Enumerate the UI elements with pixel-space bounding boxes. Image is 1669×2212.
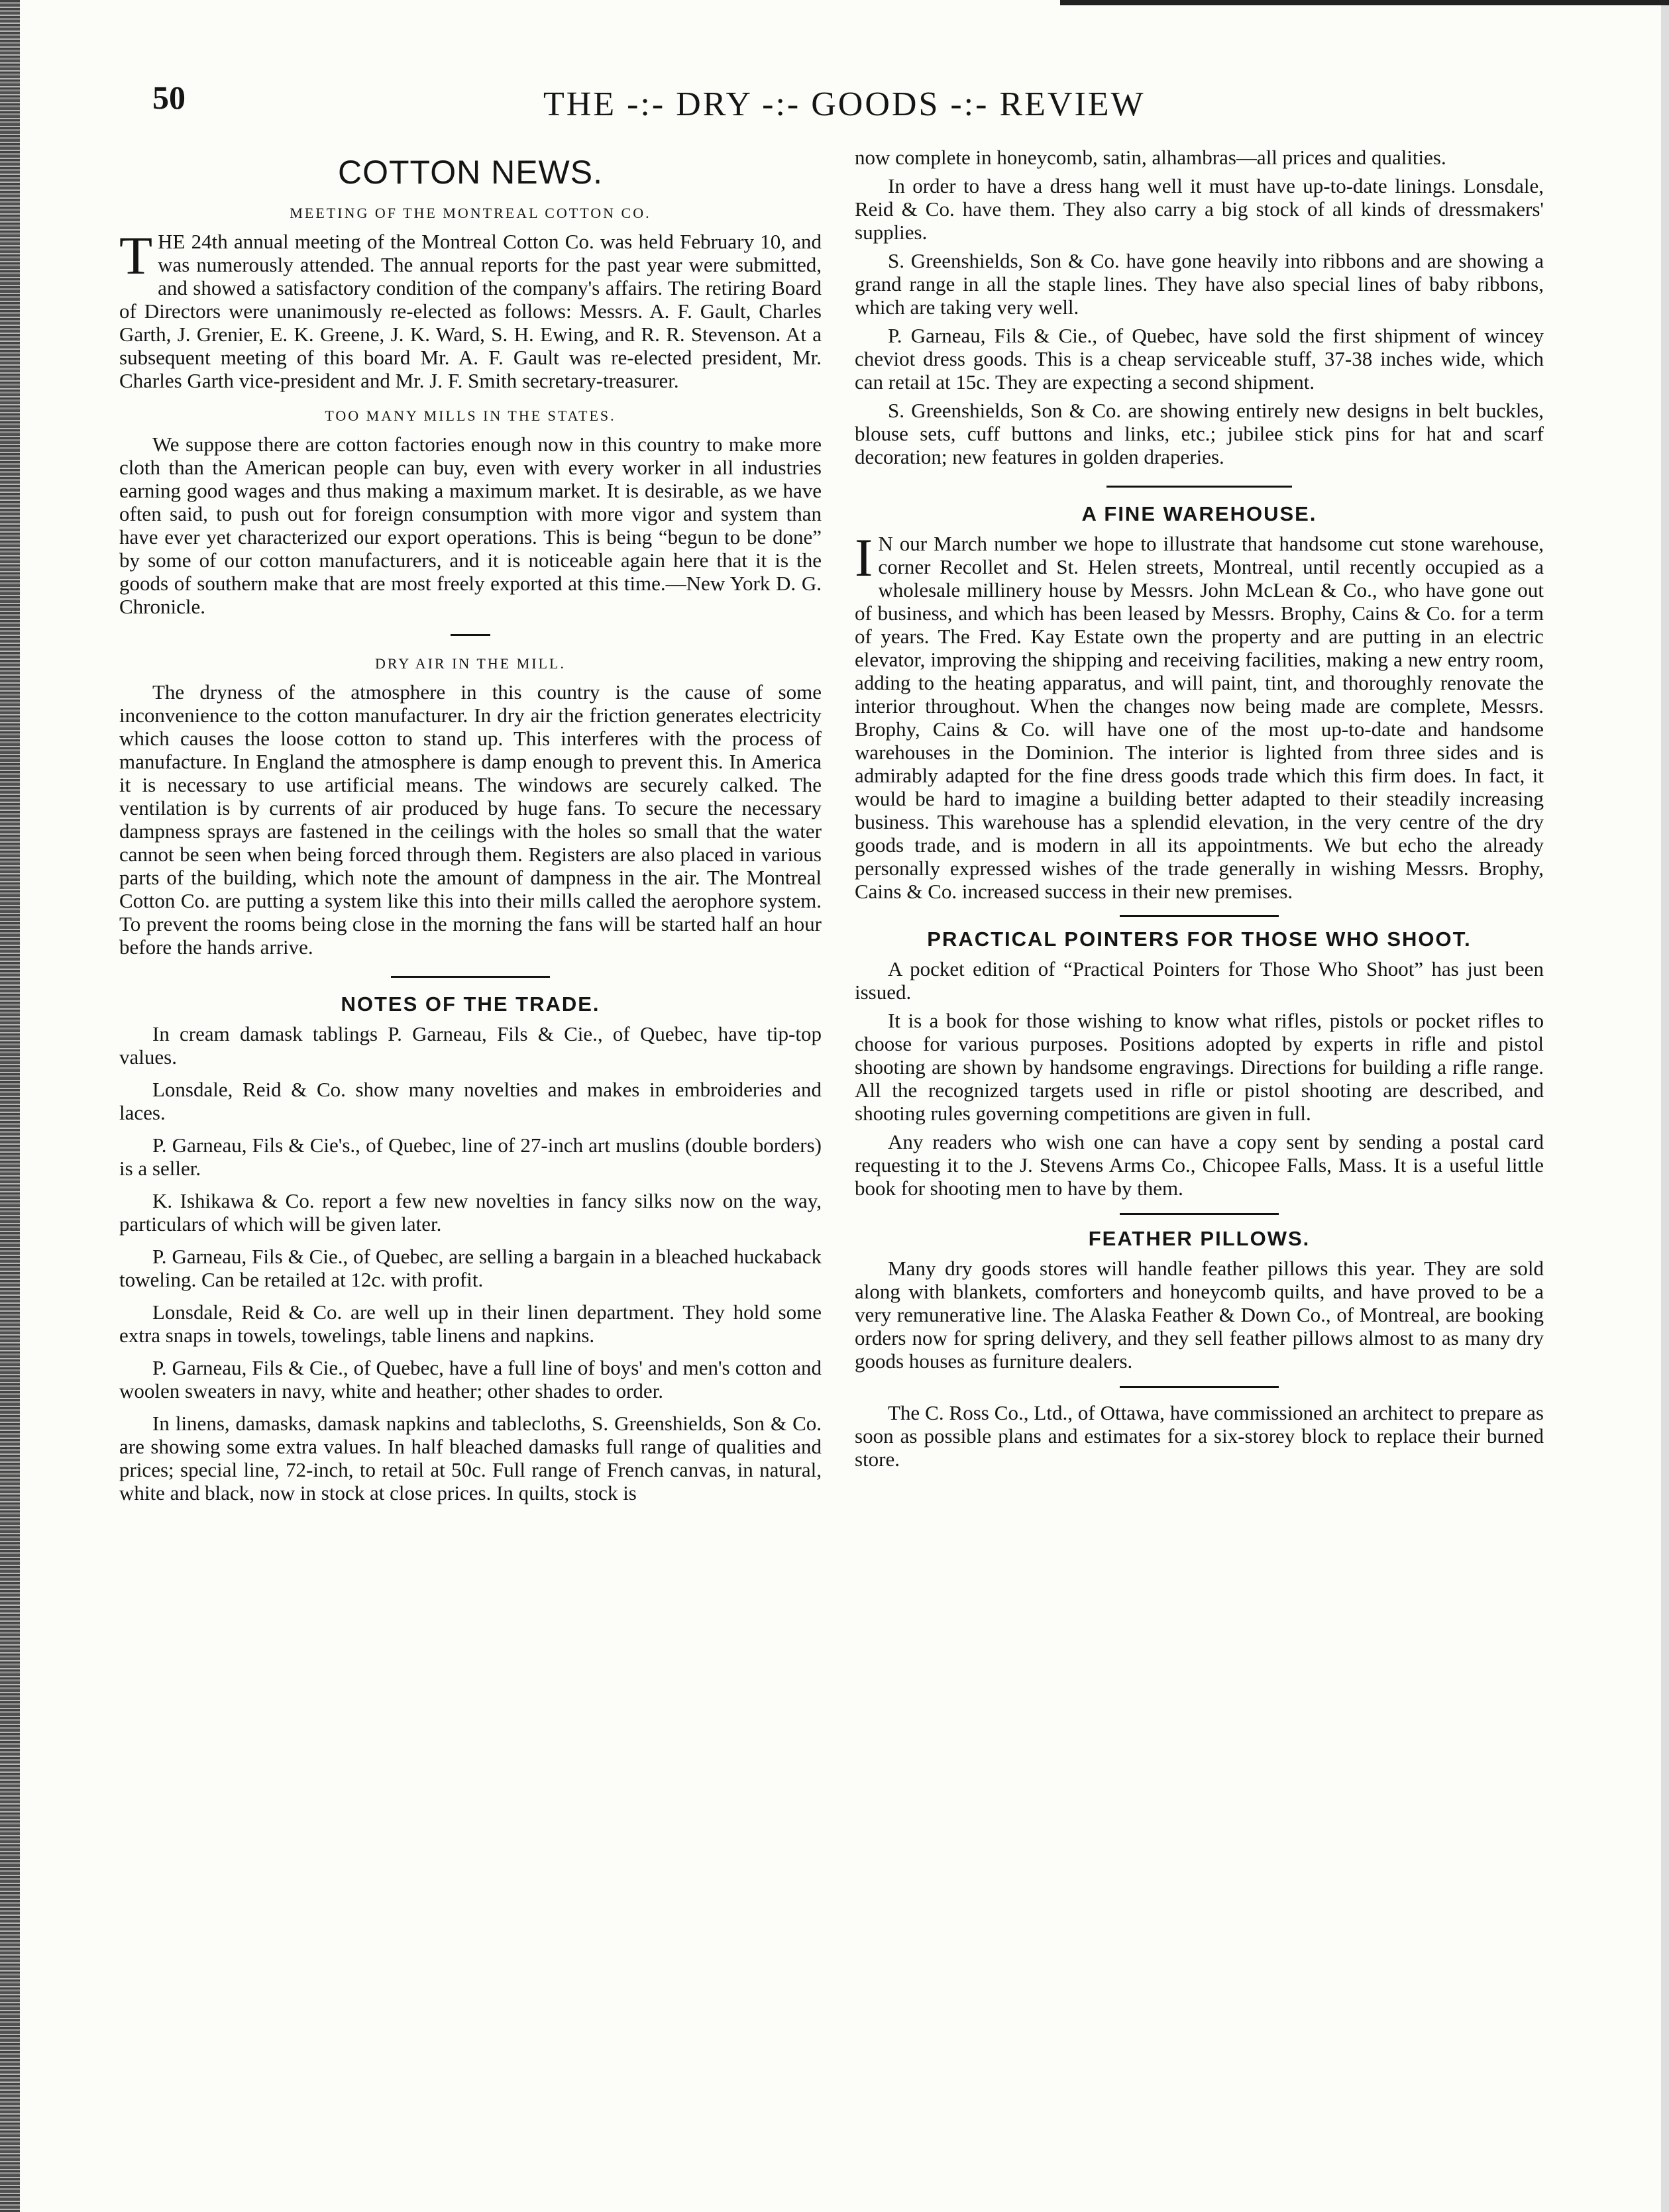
fine-warehouse-title: A FINE WAREHOUSE. — [1081, 502, 1317, 525]
trade-note: In cream damask tablings P. Garneau, Fils & Cie., of Quebec, have tip-top values. — [119, 1022, 822, 1069]
fine-warehouse-dropcap: I — [855, 527, 873, 588]
trade-note: P. Garneau, Fils & Cie., of Quebec, are selling a bargain in a bleached huckaback toweling. Can be retailed at 12c. with profit. — [119, 1245, 822, 1291]
practical-pointers-paragraph: Any readers who wish one can have a copy sent by sending a postal card requesting it to the J. Stevens Arms Co., Chicopee Falls, Mass. It is a useful little book for shooting men to have by them. — [855, 1130, 1544, 1200]
section-divider — [1106, 486, 1292, 488]
notes-of-trade-title: NOTES OF THE TRADE. — [341, 992, 600, 1016]
trade-note-continued: now complete in honeycomb, satin, alhambras—all prices and qualities. — [855, 146, 1446, 169]
feather-pillows-paragraph: Many dry goods stores will handle feather pillows this year. They are sold along with blankets, comforters and honeycomb quilts, and have proved to be a very remunerative line. The Alaska Feather & Down Co., of Montreal, are booking orders now for spring delivery, and they sell feather pillows almost to as many dry goods houses as furniture dealers. — [855, 1257, 1544, 1373]
meeting-text: HE 24th annual meeting of the Montreal Cotton Co. was held February 10, and was numerously attended. The annual reports for the past year were submitted, and showed a satisfactory condition of the company's affairs. The retiring Board of Directors were unanimously re-elected as follows: Messrs. A. F. Gault, Charles Garth, J. Grenier, E. K. Greene, J. K. Ward, S. H. Ewing, and R. R. Stevenson. At a subsequent meeting of this board Mr. A. F. Gault was re-elected president, Mr. Charles Garth vice-president and Mr. J. F. Smith secretary-treasurer. — [119, 230, 822, 392]
section-divider — [451, 634, 490, 636]
dry-air-subhead: DRY AIR IN THE MILL. — [375, 655, 566, 672]
section-divider — [1120, 915, 1279, 917]
trade-note: Lonsdale, Reid & Co. are well up in their linen department. They hold some extra snaps in towels, towelings, table linens and napkins. — [119, 1300, 822, 1347]
page-right-edge — [1661, 0, 1669, 2212]
too-many-mills-paragraph: We suppose there are cotton factories enough now in this country to make more cloth than the American people can buy, even with every worker in all industries earning good wages and thus making a maximum market. It is desirable, as we have often said, to push out for foreign consumption with more vigor and system than have ever yet characterized our export operations. This is being “begun to be done” by some of our cotton manufacturers, and it is noticeable again here that it is the goods of southern make that are most freely exported at this time.—New York D. G. Chronicle. — [119, 433, 822, 618]
left-column — [119, 146, 822, 1514]
section-divider — [1120, 1213, 1279, 1215]
trade-note: P. Garneau, Fils & Cie., of Quebec, have a full line of boys' and men's cotton and woolen sweaters in navy, white and heather; other shades to order. — [119, 1356, 822, 1402]
trade-note: Lonsdale, Reid & Co. show many novelties and makes in embroideries and laces. — [119, 1078, 822, 1124]
fine-warehouse-text: N our March number we hope to illustrate that handsome cut stone warehouse, corner Recollet and St. Helen streets, Montreal, until recently occupied as a wholesale millinery house by Messrs. John McLean & Co., who have gone out of business, and which has been leased by Messrs. Brophy, Cains & Co. for a term of years. The Fred. Kay Estate own the property and are putting in an electric elevator, improving the shipping and receiving facilities, making a new entry room, adding to the heating apparatus, and will paint, tint, and thoroughly renovate the interior throughout. When the changes now being made are complete, Messrs. Brophy, Cains & Co. will have one of the most up-to-date and handsome warehouses in the Dominion. The interior is lighted from three sides and is admirably adapted for the fine dress goods trade which this firm does. In fact, it would be hard to imagine a building better adapted to their steadily increasing business. This warehouse has a splendid elevation, in the very centre of the dry goods trade, and is modern in all its appointments. We but echo the already personally expressed wishes of the trade generally in wishing Messrs. Brophy, Cains & Co. increased success in their new premises. — [855, 532, 1544, 903]
ross-co-paragraph: The C. Ross Co., Ltd., of Ottawa, have commissioned an architect to prepare as soon as possible plans and estimates for a six-storey block to replace their burned store. — [855, 1401, 1544, 1471]
cotton-news-title: COTTON NEWS. — [338, 154, 603, 191]
fine-warehouse-paragraph — [855, 527, 1544, 903]
trade-note: P. Garneau, Fils & Cie's., of Quebec, line of 27-inch art muslins (double borders) is a seller. — [119, 1133, 822, 1180]
feather-pillows-title: FEATHER PILLOWS. — [1088, 1227, 1311, 1250]
right-column — [855, 146, 1544, 1476]
trade-note: In order to have a dress hang well it must have up-to-date linings. Lonsdale, Reid & Co. have them. They also carry a big stock of all kinds of dressmakers' supplies. — [855, 174, 1544, 244]
page-top-edge — [1060, 0, 1669, 5]
practical-pointers-paragraph: A pocket edition of “Practical Pointers for Those Who Shoot” has just been issued. — [855, 957, 1544, 1004]
masthead: THE -:- DRY -:- GOODS -:- REVIEW — [543, 85, 1146, 123]
practical-pointers-paragraph: It is a book for those wishing to know what rifles, pistols or pocket rifles to choose for various purposes. Positions adopted by experts in rifle and pistol shooting are shown by handsome engravings. Directions for building a rifle range. All the recognized targets used in rifle or pistol shooting are described, and shooting rules governing competitions are given in full. — [855, 1009, 1544, 1125]
meeting-dropcap: T — [119, 225, 153, 286]
too-many-mills-subhead: TOO MANY MILLS IN THE STATES. — [325, 407, 616, 424]
trade-note: K. Ishikawa & Co. report a few new novelties in fancy silks now on the way, particulars of which will be given later. — [119, 1189, 822, 1236]
trade-note: S. Greenshields, Son & Co. are showing entirely new designs in belt buckles, blouse sets, cuff buttons and links, etc.; jubilee stick pins for hat and scarf decoration; new features in golden draperies. — [855, 399, 1544, 468]
meeting-paragraph — [119, 225, 822, 392]
section-divider — [1120, 1386, 1279, 1388]
trade-note: In linens, damasks, damask napkins and tablecloths, S. Greenshields, Son & Co. are showing some extra values. In half bleached damasks full range of qualities and prices; special line, 72-inch, to retail at 50c. Full range of French canvas, in natural, white and black, now in stock at close prices. In quilts, stock is — [119, 1412, 822, 1504]
practical-pointers-title: PRACTICAL POINTERS FOR THOSE WHO SHOOT. — [927, 927, 1472, 951]
page-binding-edge — [0, 0, 20, 2212]
meeting-subhead: MEETING OF THE MONTREAL COTTON CO. — [290, 205, 651, 221]
section-divider — [391, 976, 550, 978]
dry-air-paragraph: The dryness of the atmosphere in this country is the cause of some inconvenience to the cotton manufacturer. In dry air the friction generates electricity which causes the loose cotton to stand up. This interferes with the process of manufacture. In England the atmosphere is damp enough to prevent this. In America it is necessary to use artificial means. The windows are securely calked. The ventilation is by currents of air produced by huge fans. To secure the necessary dampness sprays are fastened in the ceilings with the holes so small that the water cannot be seen when being forced through them. Registers are also placed in various parts of the building, which note the amount of dampness in the air. The Montreal Cotton Co. are putting a system like this into their mills called the aerophore system. To prevent the rooms being close in the morning the fans will be started half an hour before the hands arrive. — [119, 680, 822, 959]
page-number: 50 — [152, 79, 186, 116]
trade-note: P. Garneau, Fils & Cie., of Quebec, have sold the first shipment of wincey cheviot dress goods. This is a cheap serviceable stuff, 37-38 inches wide, which can retail at 15c. They are expecting a second shipment. — [855, 324, 1544, 394]
trade-note: S. Greenshields, Son & Co. have gone heavily into ribbons and are showing a grand range in all the staple lines. They have also special lines of baby ribbons, which are taking very well. — [855, 249, 1544, 319]
